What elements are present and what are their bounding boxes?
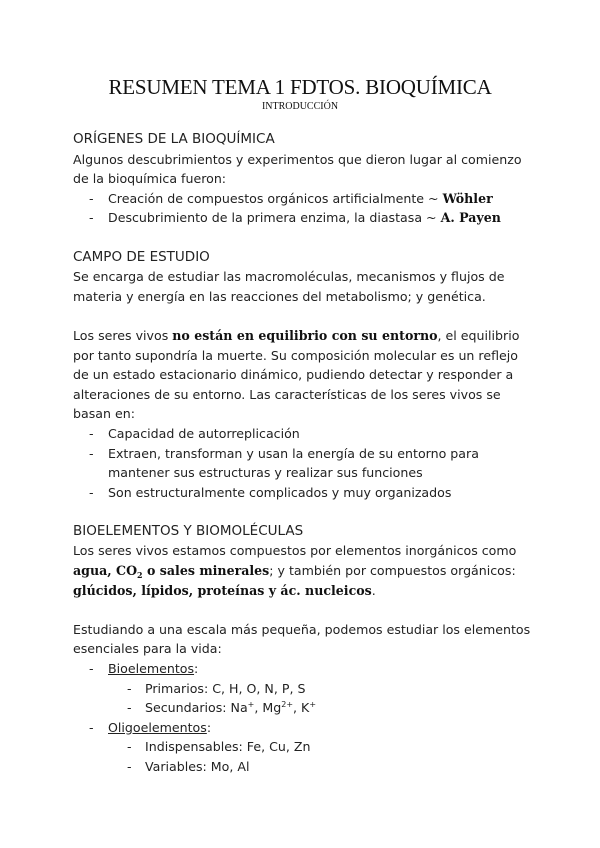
caracteristicas-list [73, 424, 533, 502]
dash-bullet: - [89, 445, 94, 461]
origenes-list [73, 189, 533, 228]
spacer [73, 306, 533, 326]
dash-bullet: - [89, 210, 94, 226]
spacer [73, 600, 533, 620]
dash-bullet: - [127, 700, 132, 716]
bio-paragraph-2: Estudiando a una escala más pequeña, podemos estudiar los elementos esenciales para la vida: [73, 621, 531, 657]
list-item-oligoelementos: - Oligoelementos: [73, 718, 533, 738]
origenes-intro: Algunos descubrimientos y experimentos que dieron lugar al comienzo de la bioquímica fueron: [73, 151, 522, 187]
list-item: - Son estructuralmente complicados y muy organizados [73, 483, 533, 503]
dash-bullet: - [127, 759, 132, 774]
spacer [73, 228, 533, 248]
dash-bullet: - [89, 719, 94, 735]
elementos-list-2 [73, 718, 533, 738]
list-item-bioelementos: - Bioelementos: [73, 659, 533, 679]
document-body [73, 130, 533, 777]
bioelementos-sublist [73, 679, 533, 718]
document-title: RESUMEN TEMA 1 FDTOS. BIOQUÍMICA [108, 75, 492, 99]
oligoelementos-sublist [73, 737, 533, 776]
elementos-list [73, 659, 533, 679]
dash-bullet: - [127, 680, 132, 696]
list-item: - Variables: Mo, Al [73, 757, 533, 777]
campo-paragraph-2: Los seres vivos no están en equilibrio con su entorno, el equilibrio por tanto supondría la muerte. Su composición molecular es un reflejo de un estado estacionario dinámico, pudiendo detectar y responder a alteraciones de su entorno. Las características de los seres vivos se basan en: [73, 327, 520, 422]
list-item: - Creación de compuestos orgánicos artificialmente ~ Wöhler [73, 189, 533, 209]
section-heading-origenes: ORÍGENES DE LA BIOQUÍMICA [73, 131, 275, 147]
campo-paragraph-1: Se encarga de estudiar las macromoléculas, mecanismos y flujos de materia y energía en las reacciones del metabolismo; y genética. [73, 269, 505, 304]
list-item: - Descubrimiento de la primera enzima, la diastasa ~ A. Payen [73, 208, 533, 228]
list-item: - Primarios: C, H, O, N, P, S [73, 679, 533, 699]
dash-bullet: - [89, 190, 94, 206]
list-item: - Extraen, transforman y usan la energía de su entorno para mantener sus estructuras y realizar sus funciones [89, 445, 479, 481]
dash-bullet: - [89, 484, 94, 500]
dash-bullet: - [89, 425, 94, 441]
list-item: - Capacidad de autorreplicación [73, 424, 533, 444]
dash-bullet: - [89, 661, 94, 677]
bio-paragraph-1: Los seres vivos estamos compuestos por elementos inorgánicos como agua, $CO_2$ o sales minerales; y también por compuestos orgánicos: glúcidos, lípidos, proteínas y ác. nucleicos. [73, 543, 517, 598]
dash-bullet: - [127, 739, 132, 755]
list-item: - Indispensables: Fe, Cu, Zn [73, 737, 533, 757]
list-item: - Secundarios: Na+, $Mg^{2+}$, K+ [73, 698, 533, 718]
section-heading-campo: CAMPO DE ESTUDIO [73, 248, 210, 265]
document-subtitle: INTRODUCCIÓN [261, 101, 339, 112]
spacer [73, 502, 533, 522]
section-heading-bioelementos: BIOELEMENTOS Y BIOMOLÉCULAS [73, 522, 304, 539]
